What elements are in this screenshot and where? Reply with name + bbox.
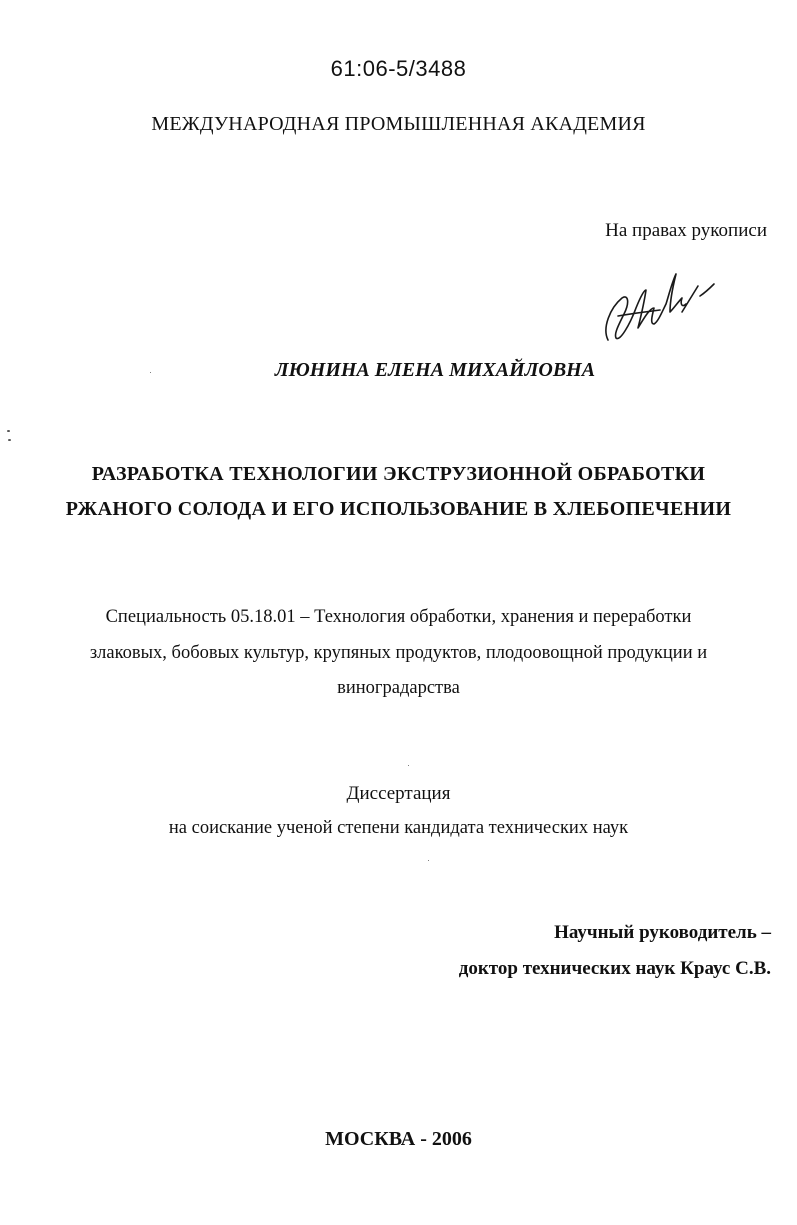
rights-notice: На правах рукописи bbox=[605, 220, 767, 241]
specialty-line-3: виноградарства bbox=[337, 678, 460, 698]
degree-sought: на соискание ученой степени кандидата технических наук bbox=[168, 818, 629, 838]
specialty-line-2: злаковых, бобовых культур, крупяных продуктов, плодоовощной продукции и bbox=[89, 643, 708, 663]
dissertation-title-line-1: РАЗРАБОТКА ТЕХНОЛОГИИ ЭКСТРУЗИОННОЙ ОБРАБОТКИ bbox=[91, 463, 706, 485]
catalog-number: 61:06-5/3488 bbox=[330, 56, 467, 81]
dissertation-title-line-2: РЖАНОГО СОЛОДА И ЕГО ИСПОЛЬЗОВАНИЕ В ХЛЕБОПЕЧЕНИИ bbox=[65, 498, 732, 520]
scan-speck bbox=[428, 860, 429, 861]
supervisor-role: Научный руководитель – bbox=[554, 922, 771, 943]
scan-speck bbox=[8, 439, 11, 441]
specialty-line-1: Специальность 05.18.01 – Технология обработки, хранения и переработки bbox=[105, 607, 692, 627]
academy-name: МЕЖДУНАРОДНАЯ ПРОМЫШЛЕННАЯ АКАДЕМИЯ bbox=[151, 113, 646, 135]
scan-speck bbox=[150, 372, 151, 373]
city-year: МОСКВА - 2006 bbox=[325, 1128, 472, 1150]
dissertation-label: Диссертация bbox=[346, 783, 451, 804]
signature-icon bbox=[600, 268, 720, 348]
scan-speck bbox=[408, 765, 409, 766]
author-name: ЛЮНИНА ЕЛЕНА МИХАЙЛОВНА bbox=[274, 359, 596, 381]
supervisor-name: доктор технических наук Краус С.В. bbox=[458, 958, 771, 979]
scan-speck bbox=[7, 430, 10, 432]
